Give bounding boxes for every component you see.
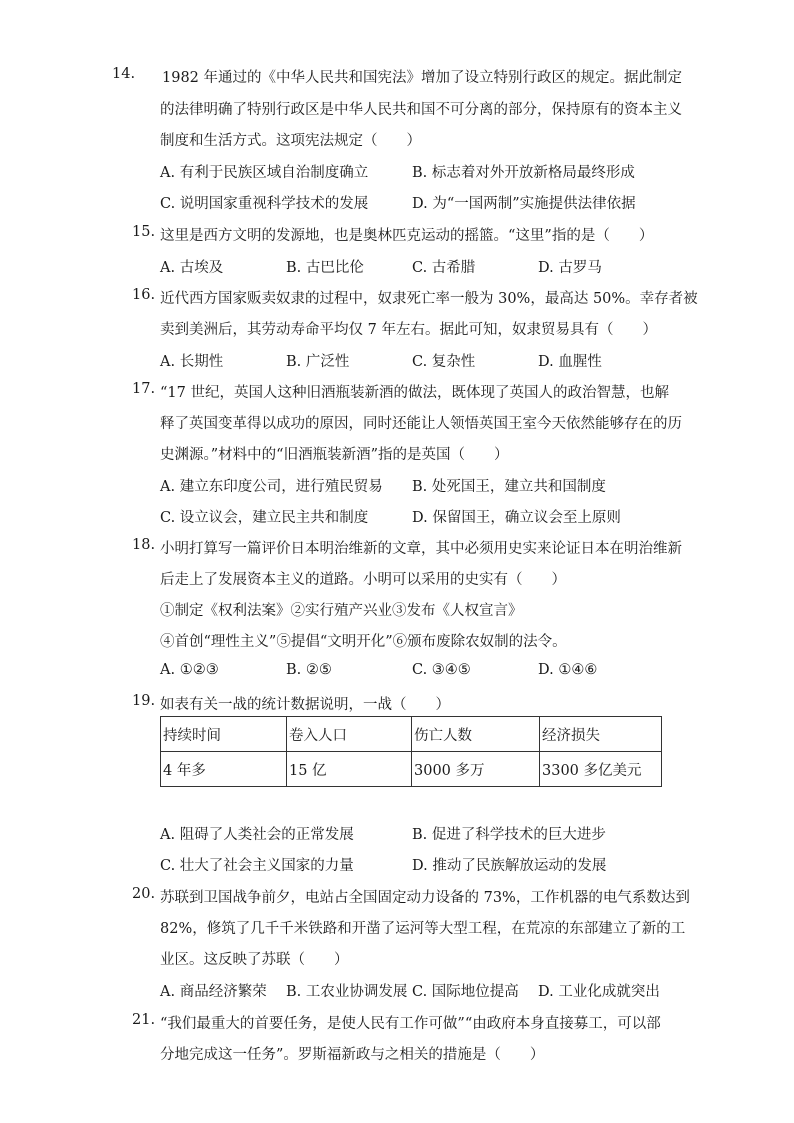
option-d[interactable]: D. 血腥性 — [538, 354, 602, 370]
option-b[interactable]: B. 标志着对外开放新格局最终形成 — [412, 165, 635, 181]
option-a[interactable]: A. 商品经济繁荣 — [160, 984, 267, 1000]
question-text: ④首创“理性主义”⑤提倡“文明开化”⑥颁布废除农奴制的法令。 — [160, 634, 567, 650]
option-d[interactable]: D. 为“一国两制”实施提供法律依据 — [412, 196, 636, 212]
option-d[interactable]: D. ①④⑥ — [538, 662, 598, 678]
option-c[interactable]: C. 设立议会，建立民主共和制度 — [160, 510, 369, 526]
table-cell: 3300 多亿美元 — [540, 752, 662, 787]
option-c[interactable]: C. 壮大了社会主义国家的力量 — [160, 858, 354, 874]
question-number: 20. — [132, 886, 156, 902]
table-header-row — [161, 717, 662, 752]
question-number: 21. — [132, 1012, 156, 1028]
option-b[interactable]: B. 处死国王，建立共和国制度 — [412, 479, 606, 495]
option-c[interactable]: C. ③④⑤ — [412, 662, 471, 678]
option-b[interactable]: B. 广泛性 — [286, 354, 350, 370]
question-text: 史渊源。”材料中的“旧酒瓶装新酒”指的是英国（ ） — [160, 447, 509, 463]
option-b[interactable]: B. 促进了科学技术的巨大进步 — [412, 827, 606, 843]
question-text: 业区。这反映了苏联（ ） — [160, 952, 349, 968]
table-row — [161, 752, 662, 787]
question-number: 19. — [132, 693, 156, 709]
table-cell: 3000 多万 — [412, 752, 540, 787]
table-header-cell: 伤亡人数 — [412, 717, 540, 752]
question-number: 17. — [132, 381, 156, 397]
question-number: 18. — [132, 537, 156, 553]
question-text: ①制定《权利法案》②实行殖产兴业③发布《人权宣言》 — [160, 603, 523, 619]
option-a[interactable]: A. 阻碍了人类社会的正常发展 — [160, 827, 354, 843]
option-d[interactable]: D. 工业化成就突出 — [538, 984, 660, 1000]
option-c[interactable]: C. 国际地位提高 — [412, 984, 519, 1000]
option-d[interactable]: D. 推动了民族解放运动的发展 — [412, 858, 607, 874]
question-text: 如表有关一战的统计数据说明，一战（ ） — [160, 697, 450, 713]
question-text: 82%，修筑了几千千米铁路和开凿了运河等大型工程，在荒凉的东部建立了新的工 — [160, 921, 686, 937]
question-text: “17 世纪，英国人这种旧酒瓶装新酒的做法，既体现了英国人的政治智慧，也解 — [160, 385, 669, 401]
option-c[interactable]: C. 说明国家重视科学技术的发展 — [160, 196, 369, 212]
question-text: 释了英国变革得以成功的原因，同时还能让人领悟英国王室今天依然能够存在的历 — [160, 416, 682, 432]
option-b[interactable]: B. ②⑤ — [286, 662, 332, 678]
question-number: 14. — [112, 66, 136, 82]
option-a[interactable]: A. ①②③ — [160, 662, 219, 678]
option-b[interactable]: B. 工农业协调发展 — [286, 984, 408, 1000]
option-d[interactable]: D. 保留国王，确立议会至上原则 — [412, 510, 621, 526]
table-header-cell: 持续时间 — [161, 717, 287, 752]
table-cell: 4 年多 — [161, 752, 287, 787]
question-text: 卖到美洲后，其劳动寿命平均仅 7 年左右。据此可知，奴隶贸易具有（ ） — [160, 322, 657, 338]
table-header-cell: 卷入人口 — [287, 717, 412, 752]
question-text: 小明打算写一篇评价日本明治维新的文章，其中必须用史实来论证日本在明治维新 — [160, 541, 682, 557]
option-a[interactable]: A. 建立东印度公司，进行殖民贸易 — [160, 479, 383, 495]
option-a[interactable]: A. 有利于民族区域自治制度确立 — [160, 165, 369, 181]
option-d[interactable]: D. 古罗马 — [538, 260, 602, 276]
question-number: 16. — [132, 287, 156, 303]
option-c[interactable]: C. 古希腊 — [412, 260, 476, 276]
option-c[interactable]: C. 复杂性 — [412, 354, 476, 370]
question-text: 苏联到卫国战争前夕，电站占全国固定动力设备的 73%，工作机器的电气系数达到 — [160, 890, 690, 906]
question-text: 1982 年通过的《中华人民共和国宪法》增加了设立特别行政区的规定。据此制定 — [162, 70, 683, 86]
question-text: 近代西方国家贩卖奴隶的过程中，奴隶死亡率一般为 30%，最高达 50%。幸存者被 — [160, 291, 698, 307]
question-text: 这里是西方文明的发源地，也是奥林匹克运动的摇篮。“这里”指的是（ ） — [160, 228, 654, 244]
question-text: 制度和生活方式。这项宪法规定（ ） — [160, 133, 421, 149]
option-a[interactable]: A. 长期性 — [160, 354, 224, 370]
question-number: 15. — [132, 224, 156, 240]
table-cell: 15 亿 — [287, 752, 412, 787]
question-text: 的法律明确了特别行政区是中华人民共和国不可分离的部分，保持原有的资本主义 — [160, 102, 682, 118]
option-b[interactable]: B. 古巴比伦 — [286, 260, 364, 276]
question-text: 分地完成这一任务”。罗斯福新政与之相关的措施是（ ） — [160, 1047, 545, 1063]
table-header-cell: 经济损失 — [540, 717, 662, 752]
option-a[interactable]: A. 古埃及 — [160, 260, 224, 276]
question-text: 后走上了发展资本主义的道路。小明可以采用的史实有（ ） — [160, 572, 566, 588]
question-text: “我们最重大的首要任务，是使人民有工作可做”“由政府本身直接募工，可以部 — [160, 1016, 661, 1032]
statistics-table — [160, 716, 662, 787]
